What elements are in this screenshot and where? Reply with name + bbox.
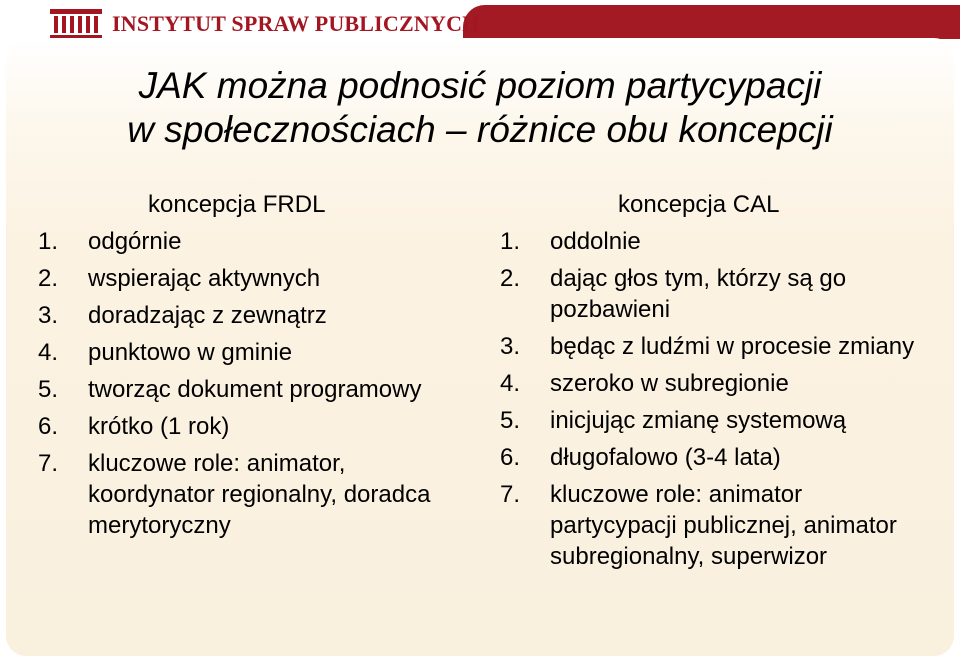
frdl-heading: koncepcja FRDL (148, 191, 326, 218)
item-text: kluczowe role: animator partycypacji publicznej, animator subregionalny, superwizor (550, 481, 897, 570)
list-item (500, 405, 920, 436)
list-item (38, 337, 458, 368)
item-text: inicjując zmianę systemową (550, 407, 847, 434)
item-number: 4. (500, 370, 521, 397)
institution-name: INSTYTUT SPRAW PUBLICZNYCH (112, 11, 480, 36)
title-line-2: w społecznościach – różnice obu koncepcji (127, 109, 833, 150)
item-text: kluczowe role: animator, koordynator regionalny, doradca merytoryczny (88, 450, 431, 539)
list-item (500, 368, 920, 399)
list-item (38, 374, 458, 405)
item-text: oddolnie (550, 228, 641, 255)
item-text: odgórnie (88, 228, 182, 255)
classical-building-icon (48, 7, 104, 41)
item-number: 3. (500, 333, 521, 360)
list-item (38, 448, 458, 541)
list-item (38, 300, 458, 331)
cal-column (500, 189, 920, 578)
item-number: 2. (38, 265, 59, 292)
title-line-1: JAK można podnosić poziom partycypacji (138, 65, 822, 106)
list-item (500, 442, 920, 473)
item-text: punktowo w gminie (88, 339, 293, 366)
item-text: dając głos tym, którzy są go pozbawieni (550, 265, 847, 323)
item-text: wspierając aktywnych (88, 265, 321, 292)
list-item (500, 226, 920, 257)
list-item (500, 331, 920, 362)
item-text: krótko (1 rok) (88, 413, 230, 440)
item-number: 5. (500, 407, 521, 434)
frdl-list (38, 226, 458, 541)
item-number: 6. (38, 413, 59, 440)
item-text: długofalowo (3-4 lata) (550, 444, 781, 471)
item-text: będąc z ludźmi w procesie zmiany (550, 333, 915, 360)
item-number: 1. (38, 228, 59, 255)
item-text: doradzając z zewnątrz (88, 302, 327, 329)
item-number: 1. (500, 228, 521, 255)
item-number: 6. (500, 444, 521, 471)
list-item (38, 226, 458, 257)
item-number: 5. (38, 376, 59, 403)
item-number: 2. (500, 265, 521, 292)
list-item (500, 479, 920, 572)
item-number: 4. (38, 339, 59, 366)
item-number: 7. (38, 450, 59, 477)
item-text: tworząc dokument programowy (88, 376, 422, 403)
item-text: szeroko w subregionie (550, 370, 789, 397)
cal-list (500, 226, 920, 572)
list-item (38, 263, 458, 294)
list-item (38, 411, 458, 442)
item-number: 3. (38, 302, 59, 329)
slide-title (0, 64, 960, 152)
item-number: 7. (500, 481, 521, 508)
list-item (500, 263, 920, 325)
frdl-column (38, 189, 458, 547)
header-bar (463, 5, 960, 39)
cal-heading: koncepcja CAL (618, 191, 780, 218)
